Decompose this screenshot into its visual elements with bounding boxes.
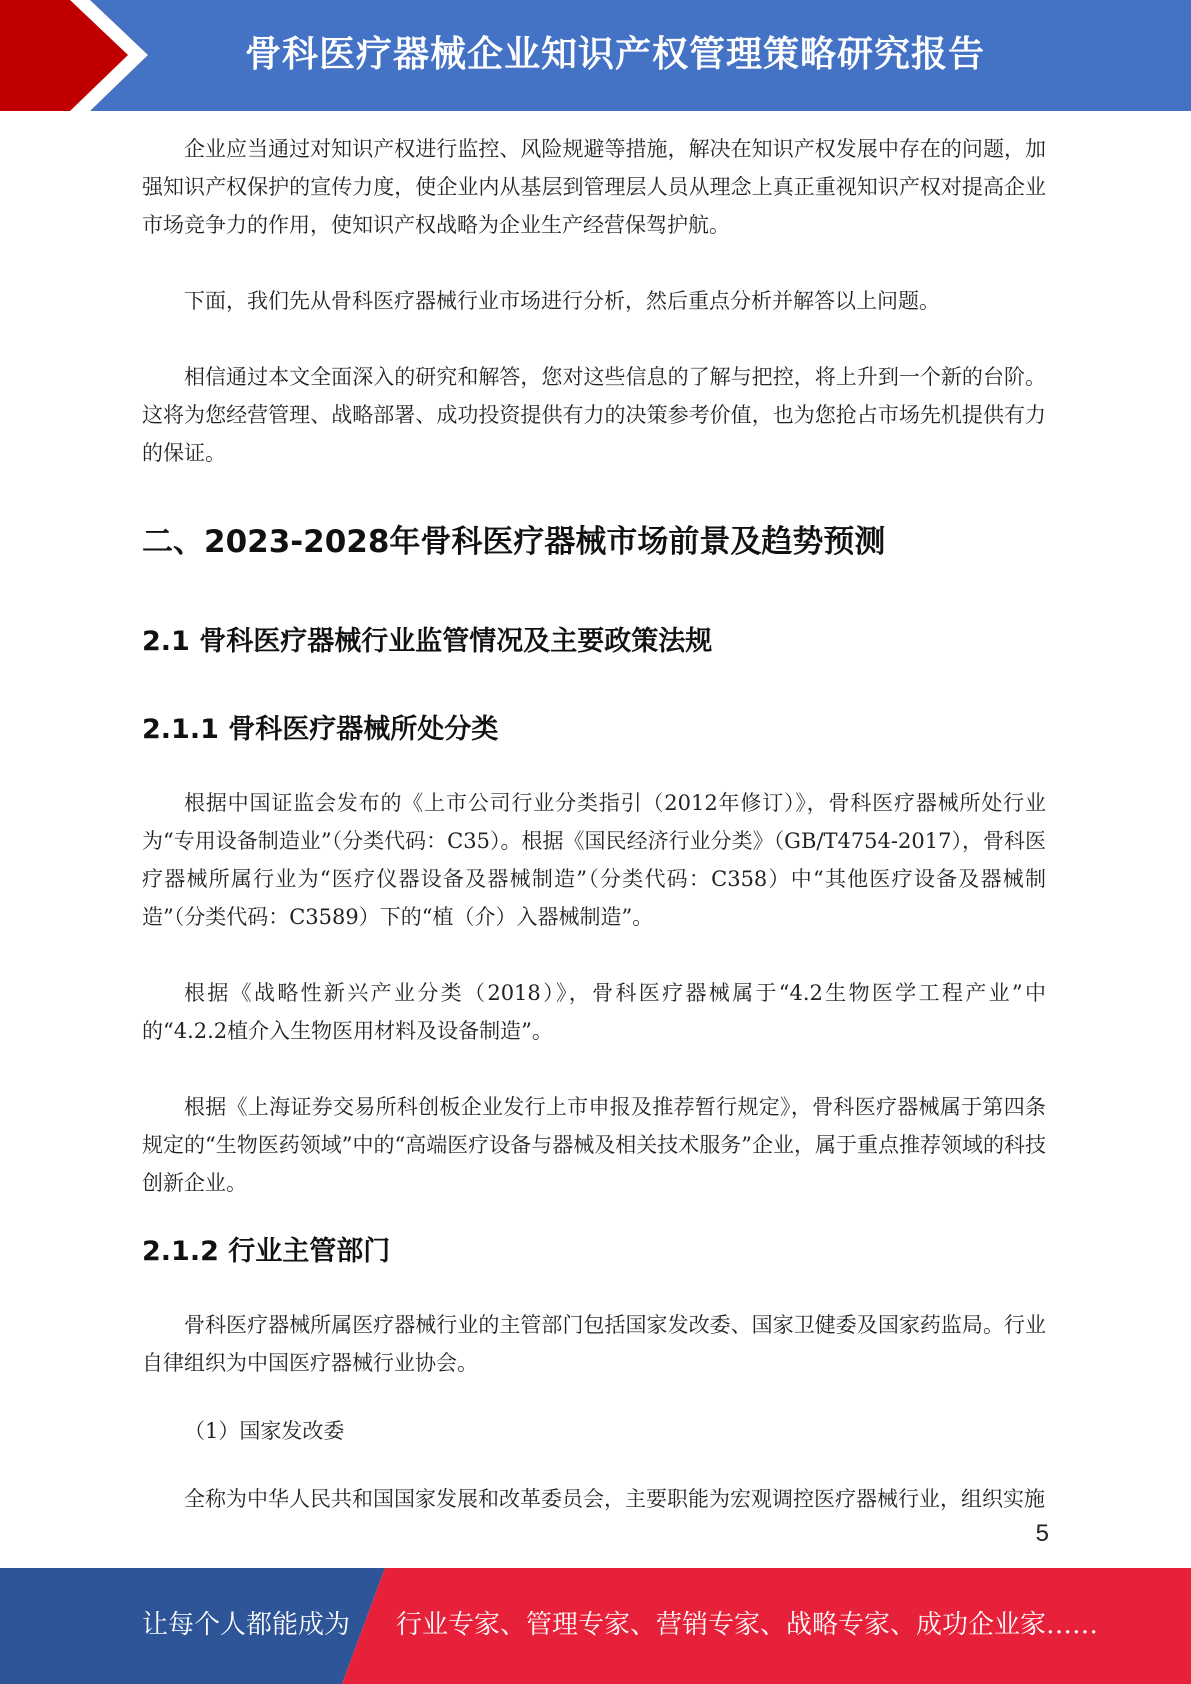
- paragraph-ip-measures: 企业应当通过对知识产权进行监控、风险规避等措施，解决在知识产权发展中存在的问题，加强知识产权保护的宣传力度，使企业内从基层到管理层人员从理念上真正重视知识产权对提高企业市场竞争力的作用，使知识产权战略为企业生产经营保驾护航。: [142, 137, 1046, 237]
- paragraph-intro-analysis: 下面，我们先从骨科医疗器械行业市场进行分析，然后重点分析并解答以上问题。: [184, 289, 940, 313]
- paragraph-strategic-classification: 根据《战略性新兴产业分类（2018）》，骨科医疗器械属于“4.2生物医学工程产业”中的“4.2.2植介入生物医用材料及设备制造”。: [142, 981, 1046, 1043]
- paragraph-industry-classification: 根据中国证监会发布的《上市公司行业分类指引（2012年修订）》，骨科医疗器械所处行业为“专用设备制造业”（分类代码：C35）。根据《国民经济行业分类》（GB/T4754-2017），骨科医疗器械所属行业为“医疗仪器设备及器械制造”（分类代码：C358）中“其他医疗设备及器械制造”（分类代码：C3589）下的“植（介）入器械制造”。: [142, 791, 1046, 929]
- subsection-heading-2-1-1: 2.1.1 骨科医疗器械所处分类: [142, 714, 499, 745]
- footer-slogan-right: 行业专家、管理专家、营销专家、战略专家、成功企业家……: [396, 1610, 1099, 1640]
- section-heading-2: 二、2023-2028年骨科医疗器械市场前景及趋势预测: [142, 524, 886, 560]
- paragraph-value-statement: 相信通过本文全面深入的研究和解答，您对这些信息的了解与把控，将上升到一个新的台阶。这将为您经营管理、战略部署、成功投资提供有力的决策参考价值，也为您抢占市场先机提供有力的保证。: [142, 365, 1046, 465]
- report-title: 骨科医疗器械企业知识产权管理策略研究报告: [245, 34, 986, 75]
- page-number: 5: [1035, 1520, 1049, 1547]
- page-footer: [0, 1568, 1191, 1684]
- footer-slogan-left: 让每个人都能成为: [142, 1610, 351, 1640]
- subsection-heading-2-1: 2.1 骨科医疗器械行业监管情况及主要政策法规: [142, 626, 713, 657]
- list-item-ndrc: （1）国家发改委: [184, 1419, 345, 1443]
- paragraph-ndrc-description: 全称为中华人民共和国国家发展和改革委员会，主要职能为宏观调控医疗器械行业，组织实施: [184, 1487, 1045, 1511]
- paragraph-authorities: 骨科医疗器械所属医疗器械行业的主管部门包括国家发改委、国家卫健委及国家药监局。行业自律组织为中国医疗器械行业协会。: [142, 1313, 1046, 1375]
- page-header: [0, 0, 1191, 111]
- paragraph-star-market-rule: 根据《上海证券交易所科创板企业发行上市申报及推荐暂行规定》，骨科医疗器械属于第四条规定的“生物医药领域”中的“高端医疗设备与器械及相关技术服务”企业，属于重点推荐领域的科技创新企业。: [142, 1095, 1046, 1195]
- page-content: [142, 130, 1046, 1518]
- subsection-heading-2-1-2: 2.1.2 行业主管部门: [142, 1236, 391, 1267]
